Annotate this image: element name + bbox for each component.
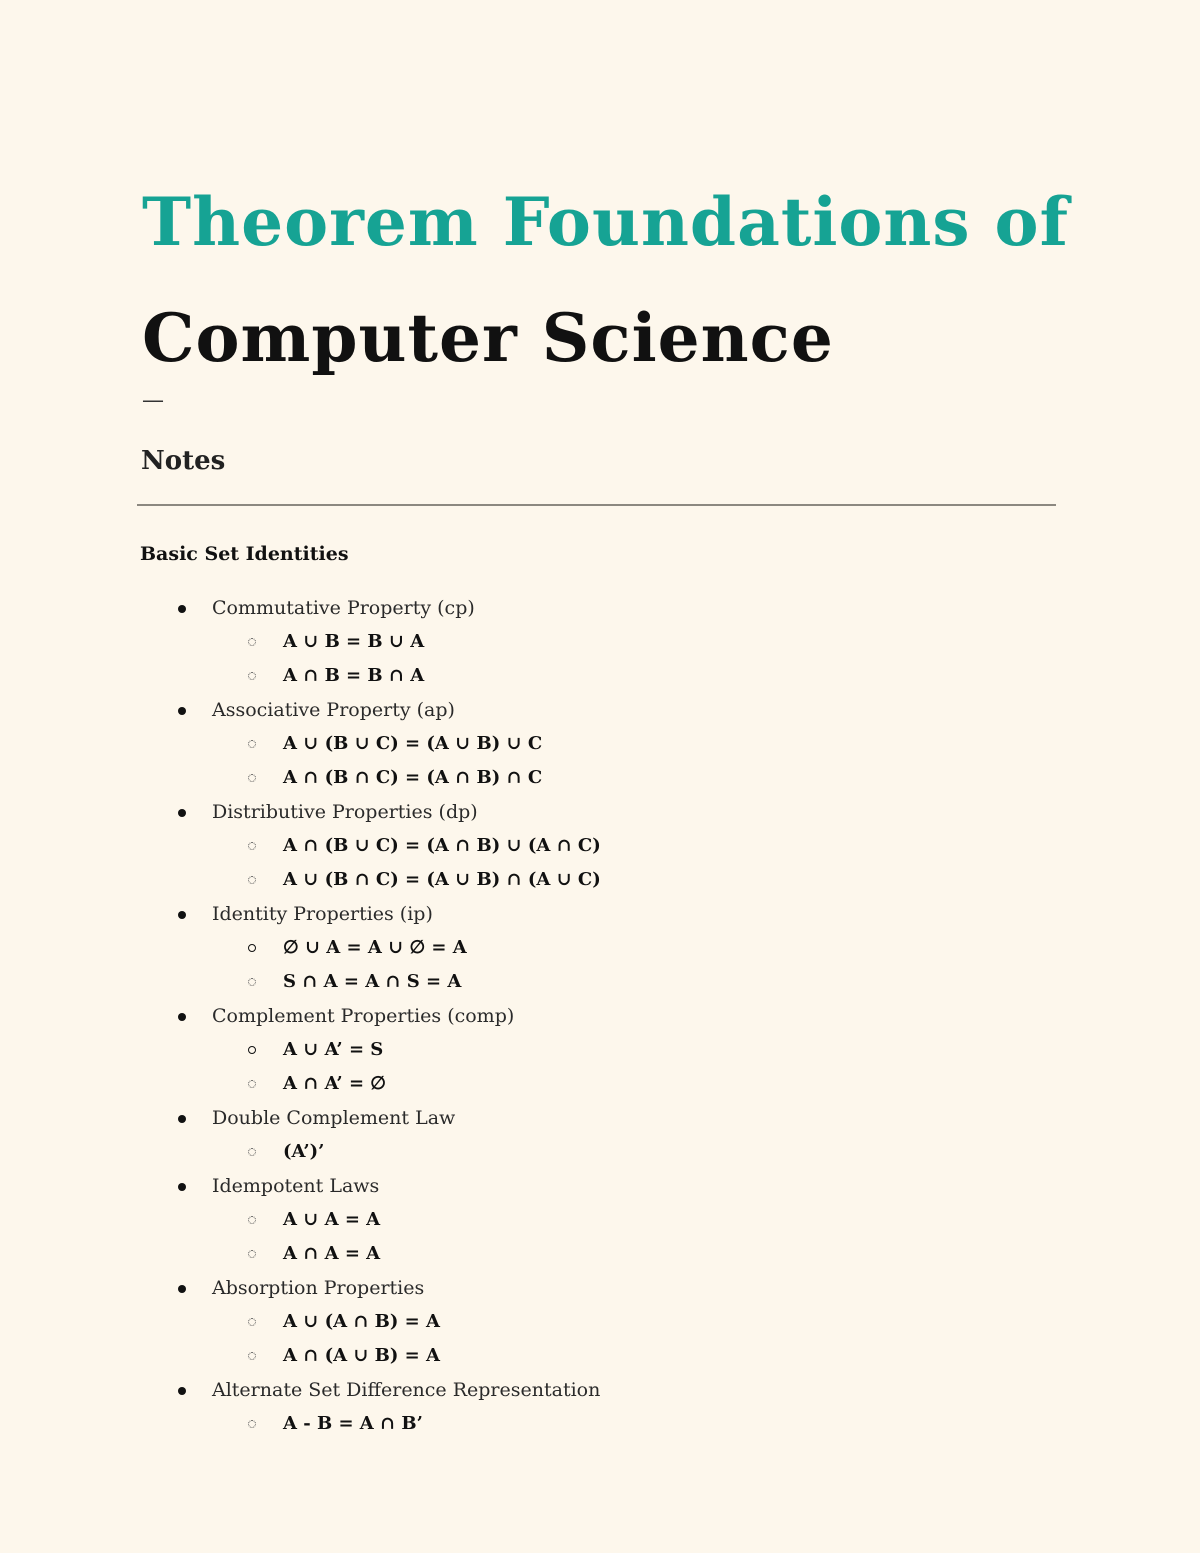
property-row <box>0 693 1200 727</box>
bullet-icon <box>178 809 186 817</box>
formula-text: A ∪ (B ∪ C) = (A ∪ B) ∪ C <box>283 733 543 754</box>
circle-bullet-icon <box>248 876 256 884</box>
formula-list <box>0 1135 1200 1169</box>
formula-item <box>0 761 1200 795</box>
formula-text: A ∪ A’ = S <box>283 1039 384 1060</box>
formula-list <box>0 1203 1200 1271</box>
circle-bullet-icon <box>248 638 256 646</box>
formula-text: A ∪ A = A <box>283 1209 381 1230</box>
circle-bullet-icon <box>248 1148 256 1156</box>
property-item <box>0 591 1200 693</box>
horizontal-rule <box>137 504 1056 506</box>
document-title-line-2: Computer Science <box>142 299 834 377</box>
property-row <box>0 1373 1200 1407</box>
bullet-icon <box>178 1387 186 1395</box>
property-row <box>0 1101 1200 1135</box>
property-row <box>0 591 1200 625</box>
formula-item <box>0 931 1200 965</box>
property-label: Complement Properties (comp) <box>212 1005 515 1027</box>
formula-item <box>0 1203 1200 1237</box>
formula-text: A - B = A ∩ B’ <box>283 1413 423 1434</box>
property-item <box>0 999 1200 1101</box>
set-identities-list <box>0 591 1200 1441</box>
property-label: Alternate Set Difference Representation <box>212 1379 601 1401</box>
formula-text: A ∩ (B ∩ C) = (A ∩ B) ∩ C <box>283 767 543 788</box>
circle-bullet-icon <box>248 978 256 986</box>
circle-bullet-icon <box>248 1216 256 1224</box>
circle-bullet-icon <box>248 944 256 952</box>
bullet-icon <box>178 1183 186 1191</box>
property-label: Identity Properties (ip) <box>212 903 433 925</box>
formula-list <box>0 829 1200 897</box>
property-row <box>0 795 1200 829</box>
formula-item <box>0 829 1200 863</box>
property-label: Double Complement Law <box>212 1107 456 1129</box>
formula-item <box>0 727 1200 761</box>
property-row <box>0 1271 1200 1305</box>
property-row <box>0 999 1200 1033</box>
formula-text: A ∩ A’ = ∅ <box>283 1073 386 1094</box>
circle-bullet-icon <box>248 774 256 782</box>
formula-list <box>0 1407 1200 1441</box>
formula-text: ∅ ∪ A = A ∪ ∅ = A <box>283 937 467 958</box>
circle-bullet-icon <box>248 1318 256 1326</box>
property-item <box>0 1373 1200 1441</box>
property-item <box>0 1101 1200 1169</box>
bullet-icon <box>178 707 186 715</box>
property-row <box>0 1169 1200 1203</box>
property-label: Absorption Properties <box>212 1277 425 1299</box>
formula-item <box>0 659 1200 693</box>
property-item <box>0 693 1200 795</box>
property-label: Commutative Property (cp) <box>212 597 475 619</box>
formula-text: A ∩ (A ∪ B) = A <box>283 1345 440 1366</box>
formula-text: A ∩ (B ∪ C) = (A ∩ B) ∪ (A ∩ C) <box>283 835 601 856</box>
property-label: Distributive Properties (dp) <box>212 801 478 823</box>
formula-item <box>0 1237 1200 1271</box>
bullet-icon <box>178 1115 186 1123</box>
circle-bullet-icon <box>248 672 256 680</box>
property-row <box>0 897 1200 931</box>
property-item <box>0 795 1200 897</box>
formula-item <box>0 1033 1200 1067</box>
circle-bullet-icon <box>248 1352 256 1360</box>
formula-text: A ∪ (B ∩ C) = (A ∪ B) ∩ (A ∪ C) <box>283 869 601 890</box>
property-item <box>0 897 1200 999</box>
formula-item <box>0 625 1200 659</box>
title-dash: — <box>142 388 164 413</box>
formula-item <box>0 1407 1200 1441</box>
formula-item <box>0 965 1200 999</box>
formula-item <box>0 1305 1200 1339</box>
formula-text: A ∪ B = B ∪ A <box>283 631 425 652</box>
formula-list <box>0 931 1200 999</box>
bullet-icon <box>178 605 186 613</box>
bullet-icon <box>178 1013 186 1021</box>
property-item <box>0 1169 1200 1271</box>
circle-bullet-icon <box>248 1250 256 1258</box>
formula-text: A ∩ B = B ∩ A <box>283 665 425 686</box>
formula-text: (A’)’ <box>283 1141 325 1162</box>
document-title-line-1: Theorem Foundations of <box>142 183 1069 261</box>
formula-text: S ∩ A = A ∩ S = A <box>283 971 462 992</box>
formula-list <box>0 1305 1200 1373</box>
formula-list <box>0 727 1200 795</box>
formula-text: A ∩ A = A <box>283 1243 381 1264</box>
property-item <box>0 1271 1200 1373</box>
circle-bullet-icon <box>248 842 256 850</box>
formula-item <box>0 863 1200 897</box>
formula-item <box>0 1067 1200 1101</box>
circle-bullet-icon <box>248 1046 256 1054</box>
formula-text: A ∪ (A ∩ B) = A <box>283 1311 440 1332</box>
property-label: Idempotent Laws <box>212 1175 380 1197</box>
circle-bullet-icon <box>248 740 256 748</box>
formula-list <box>0 625 1200 693</box>
subheading-basic-set-identities: Basic Set Identities <box>140 543 349 565</box>
circle-bullet-icon <box>248 1420 256 1428</box>
bullet-icon <box>178 911 186 919</box>
formula-item <box>0 1339 1200 1373</box>
section-heading: Notes <box>141 446 226 476</box>
property-label: Associative Property (ap) <box>212 699 455 721</box>
formula-list <box>0 1033 1200 1101</box>
circle-bullet-icon <box>248 1080 256 1088</box>
formula-item <box>0 1135 1200 1169</box>
bullet-icon <box>178 1285 186 1293</box>
